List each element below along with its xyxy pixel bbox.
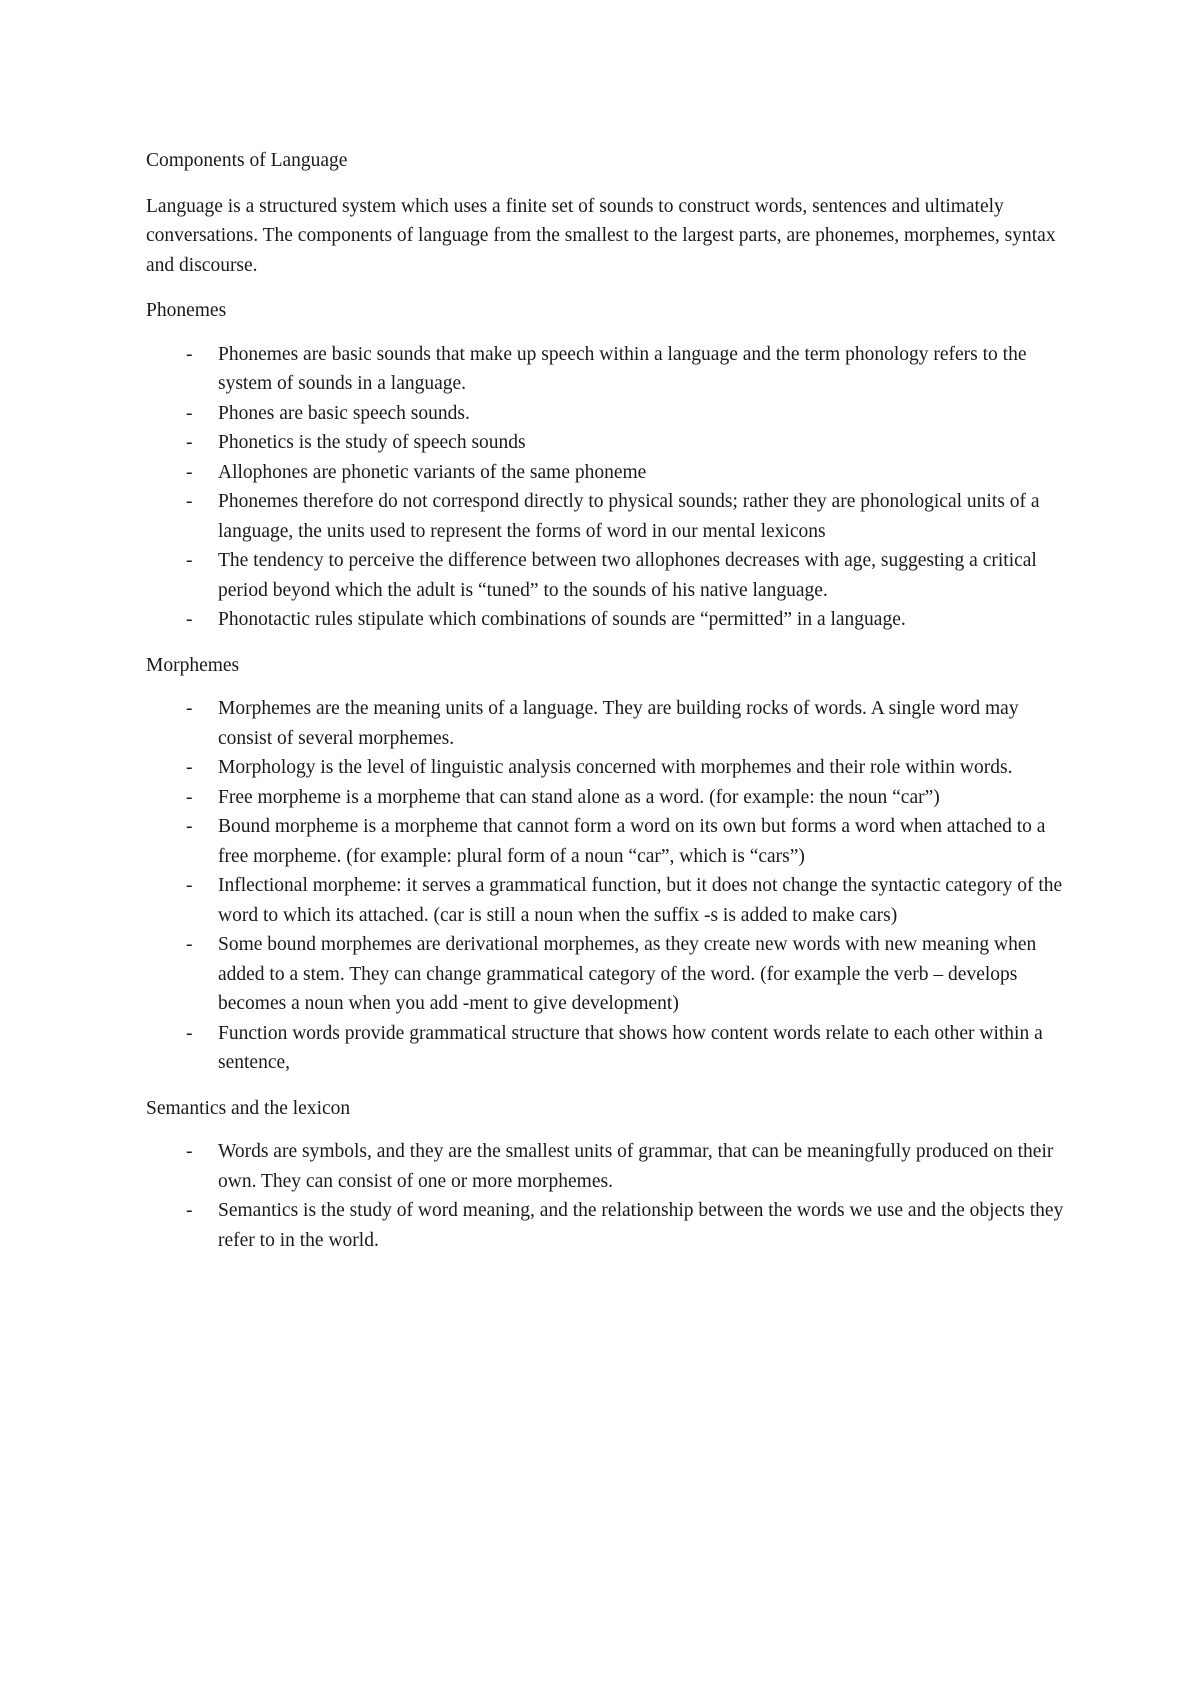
- list-item: [146, 930, 1066, 1019]
- list-item: [146, 605, 1066, 635]
- dash-bullet: -: [186, 1141, 193, 1162]
- list-item: [146, 871, 1066, 930]
- dash-bullet: -: [186, 343, 193, 365]
- dash-bullet: -: [186, 550, 193, 571]
- dash-bullet: -: [186, 432, 193, 453]
- list-item-text: Allophones are phonetic variants of the same phoneme: [218, 461, 647, 483]
- phonemes-list: [146, 340, 1066, 635]
- list-item-text: Words are symbols, and they are the smallest units of grammar, that can be meaningfully produced on their own. They can consist of one or more morphemes.: [218, 1141, 1054, 1192]
- morphemes-list: [146, 694, 1066, 1078]
- dash-bullet: -: [186, 1022, 193, 1044]
- list-item-text: Morphemes are the meaning units of a language. They are building rocks of words. A single word may consist of several morphemes.: [218, 698, 1019, 749]
- list-item: [146, 546, 1066, 605]
- list-item: [146, 694, 1066, 753]
- list-item-text: Phonemes are basic sounds that make up speech within a language and the term phonology refers to the system of sounds in a language.: [218, 343, 1027, 394]
- dash-bullet: -: [186, 461, 193, 483]
- document-page: [146, 146, 1066, 1271]
- section-heading-semantics: Semantics and the lexicon: [146, 1097, 351, 1119]
- list-item: [146, 399, 1066, 429]
- list-item: [146, 458, 1066, 488]
- list-item-text: Phonetics is the study of speech sounds: [218, 432, 526, 453]
- dash-bullet: -: [186, 786, 193, 808]
- intro-paragraph: Language is a structured system which uses a finite set of sounds to construct words, sentences and ultimately conversations. The components of language from the smallest to the largest parts, are phonemes, morphemes, syntax and discourse.: [146, 195, 1056, 276]
- list-item-text: Function words provide grammatical structure that shows how content words relate to each other within a sentence,: [218, 1022, 1043, 1073]
- list-item: [146, 812, 1066, 871]
- dash-bullet: -: [186, 875, 193, 896]
- section-heading-morphemes: Morphemes: [146, 654, 240, 676]
- dash-bullet: -: [186, 1200, 193, 1221]
- list-item: [146, 783, 1066, 813]
- dash-bullet: -: [186, 698, 193, 719]
- dash-bullet: -: [186, 934, 193, 955]
- list-item: [146, 428, 1066, 458]
- list-item-text: The tendency to perceive the difference between two allophones decreases with age, suggesting a critical period beyond which the adult is “tuned” to the sounds of his native language.: [218, 550, 1037, 601]
- section-heading-phonemes: Phonemes: [146, 300, 227, 321]
- list-item: [146, 1019, 1066, 1078]
- list-item-text: Semantics is the study of word meaning, and the relationship between the words we use and the objects they refer to in the world.: [218, 1200, 1064, 1251]
- list-item-text: Phonotactic rules stipulate which combinations of sounds are “permitted” in a language.: [218, 609, 906, 630]
- semantics-list: [146, 1137, 1066, 1255]
- list-item-text: Phonemes therefore do not correspond directly to physical sounds; rather they are phonological units of a language, the units used to represent the forms of word in our mental lexicons: [218, 491, 1040, 542]
- dash-bullet: -: [186, 609, 193, 630]
- dash-bullet: -: [186, 816, 193, 837]
- list-item: [146, 487, 1066, 546]
- dash-bullet: -: [186, 757, 193, 778]
- document-title: Components of Language: [146, 150, 348, 171]
- list-item-text: Phones are basic speech sounds.: [218, 402, 470, 424]
- list-item: [146, 1196, 1066, 1255]
- list-item: [146, 340, 1066, 399]
- list-item: [146, 753, 1066, 783]
- list-item: [146, 1137, 1066, 1196]
- dash-bullet: -: [186, 491, 193, 512]
- list-item-text: Inflectional morpheme: it serves a grammatical function, but it does not change the syntactic category of the word to which its attached. (car is still a noun when the suffix -s is added to make cars): [218, 875, 1063, 926]
- list-item-text: Free morpheme is a morpheme that can stand alone as a word. (for example: the noun “car”): [218, 786, 940, 808]
- list-item-text: Bound morpheme is a morpheme that cannot form a word on its own but forms a word when attached to a free morpheme. (for example: plural form of a noun “car”, which is “cars”): [218, 816, 1046, 867]
- dash-bullet: -: [186, 402, 193, 424]
- list-item-text: Some bound morphemes are derivational morphemes, as they create new words with new meaning when added to a stem. They can change grammatical category of the word. (for example the verb – develops becomes a noun when you add -ment to give development): [218, 934, 1037, 1014]
- list-item-text: Morphology is the level of linguistic analysis concerned with morphemes and their role within words.: [218, 757, 1013, 778]
